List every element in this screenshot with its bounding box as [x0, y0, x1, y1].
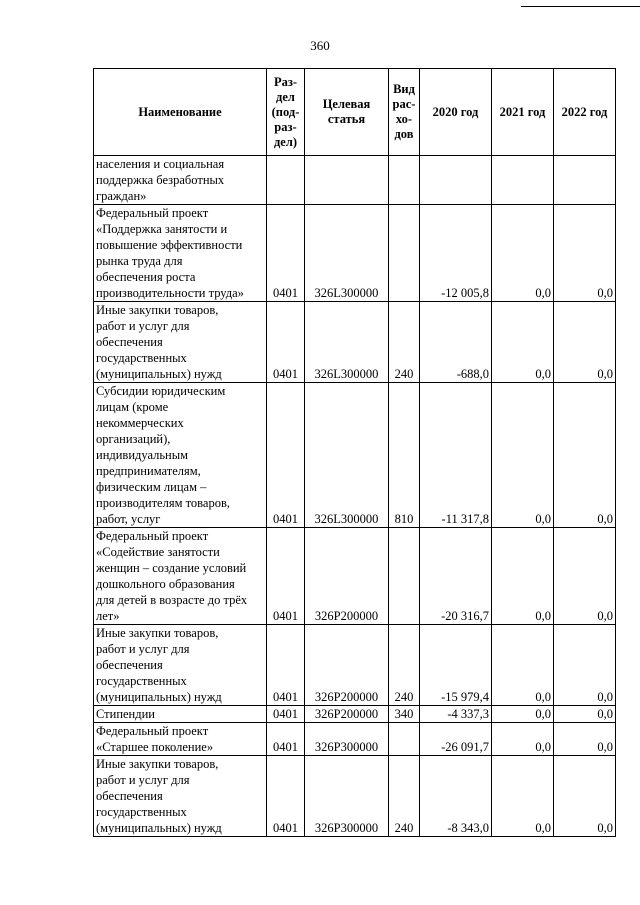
row-expense-type: 240 [389, 625, 420, 706]
header-name: Наименование [94, 69, 267, 156]
row-target: 326P300000 [305, 756, 389, 837]
row-expense-type [389, 723, 420, 756]
row-section: 0401 [267, 383, 305, 528]
table-row [94, 383, 616, 528]
row-2020 [420, 156, 492, 205]
table-row [94, 723, 616, 756]
row-2020: -688,0 [420, 302, 492, 383]
row-2020: -11 317,8 [420, 383, 492, 528]
row-name: Субсидии юридическим лицам (кроме некоммерческих организаций), индивидуальным предпринимателям, физическим лицам – производителям товаров, работ, услуг [94, 383, 267, 528]
row-2020: -15 979,4 [420, 625, 492, 706]
row-target: 326L300000 [305, 302, 389, 383]
row-2022: 0,0 [554, 706, 616, 723]
table-row [94, 706, 616, 723]
row-name: Федеральный проект «Содействие занятости женщин – создание условий дошкольного образования для детей в возрасте до трёх лет» [94, 528, 267, 625]
row-name: населения и социальная поддержка безработных граждан» [94, 156, 267, 205]
row-2021 [492, 156, 554, 205]
row-name: Федеральный проект «Поддержка занятости и повышение эффективности рынка труда для обеспечения роста производительности труда» [94, 205, 267, 302]
row-section: 0401 [267, 706, 305, 723]
row-name: Стипендии [94, 706, 267, 723]
header-2020: 2020 год [420, 69, 492, 156]
row-section: 0401 [267, 723, 305, 756]
row-2020: -26 091,7 [420, 723, 492, 756]
row-expense-type: 240 [389, 302, 420, 383]
row-2022: 0,0 [554, 625, 616, 706]
row-expense-type: 340 [389, 706, 420, 723]
page-number: 360 [310, 38, 330, 53]
row-2022 [554, 156, 616, 205]
row-target: 326P200000 [305, 625, 389, 706]
table-row [94, 528, 616, 625]
row-2021: 0,0 [492, 723, 554, 756]
row-2021: 0,0 [492, 528, 554, 625]
row-2022: 0,0 [554, 205, 616, 302]
row-2020: -4 337,3 [420, 706, 492, 723]
row-target [305, 156, 389, 205]
row-target: 326L300000 [305, 205, 389, 302]
row-2021: 0,0 [492, 756, 554, 837]
row-section: 0401 [267, 528, 305, 625]
table-row [94, 756, 616, 837]
row-expense-type [389, 205, 420, 302]
row-2022: 0,0 [554, 302, 616, 383]
row-target: 326P200000 [305, 528, 389, 625]
row-expense-type [389, 156, 420, 205]
row-section: 0401 [267, 302, 305, 383]
table-row [94, 625, 616, 706]
budget-table [93, 68, 616, 837]
row-name: Иные закупки товаров, работ и услуг для обеспечения государственных (муниципальных) нужд [94, 302, 267, 383]
table-header-row [94, 69, 616, 156]
row-2021: 0,0 [492, 302, 554, 383]
row-2021: 0,0 [492, 625, 554, 706]
row-section: 0401 [267, 756, 305, 837]
row-2022: 0,0 [554, 528, 616, 625]
top-rule [521, 6, 640, 7]
header-2021: 2021 год [492, 69, 554, 156]
row-name: Иные закупки товаров, работ и услуг для обеспечения государственных (муниципальных) нужд [94, 756, 267, 837]
row-target: 326L300000 [305, 383, 389, 528]
row-target: 326P200000 [305, 706, 389, 723]
row-name: Иные закупки товаров, работ и услуг для обеспечения государственных (муниципальных) нужд [94, 625, 267, 706]
row-2021: 0,0 [492, 706, 554, 723]
row-expense-type: 810 [389, 383, 420, 528]
table-row [94, 156, 616, 205]
row-2021: 0,0 [492, 383, 554, 528]
row-section: 0401 [267, 625, 305, 706]
header-target: Целевая статья [305, 69, 389, 156]
header-expense-type: Вид рас- хо- дов [389, 69, 420, 156]
row-expense-type [389, 528, 420, 625]
row-expense-type: 240 [389, 756, 420, 837]
row-2020: -20 316,7 [420, 528, 492, 625]
header-2022: 2022 год [554, 69, 616, 156]
row-2021: 0,0 [492, 205, 554, 302]
row-section [267, 156, 305, 205]
row-2022: 0,0 [554, 383, 616, 528]
row-section: 0401 [267, 205, 305, 302]
row-2020: -12 005,8 [420, 205, 492, 302]
row-2020: -8 343,0 [420, 756, 492, 837]
table-row [94, 205, 616, 302]
table-row [94, 302, 616, 383]
row-2022: 0,0 [554, 723, 616, 756]
row-target: 326P300000 [305, 723, 389, 756]
row-name: Федеральный проект «Старшее поколение» [94, 723, 267, 756]
header-section: Раз- дел (под- раз- дел) [267, 69, 305, 156]
row-2022: 0,0 [554, 756, 616, 837]
